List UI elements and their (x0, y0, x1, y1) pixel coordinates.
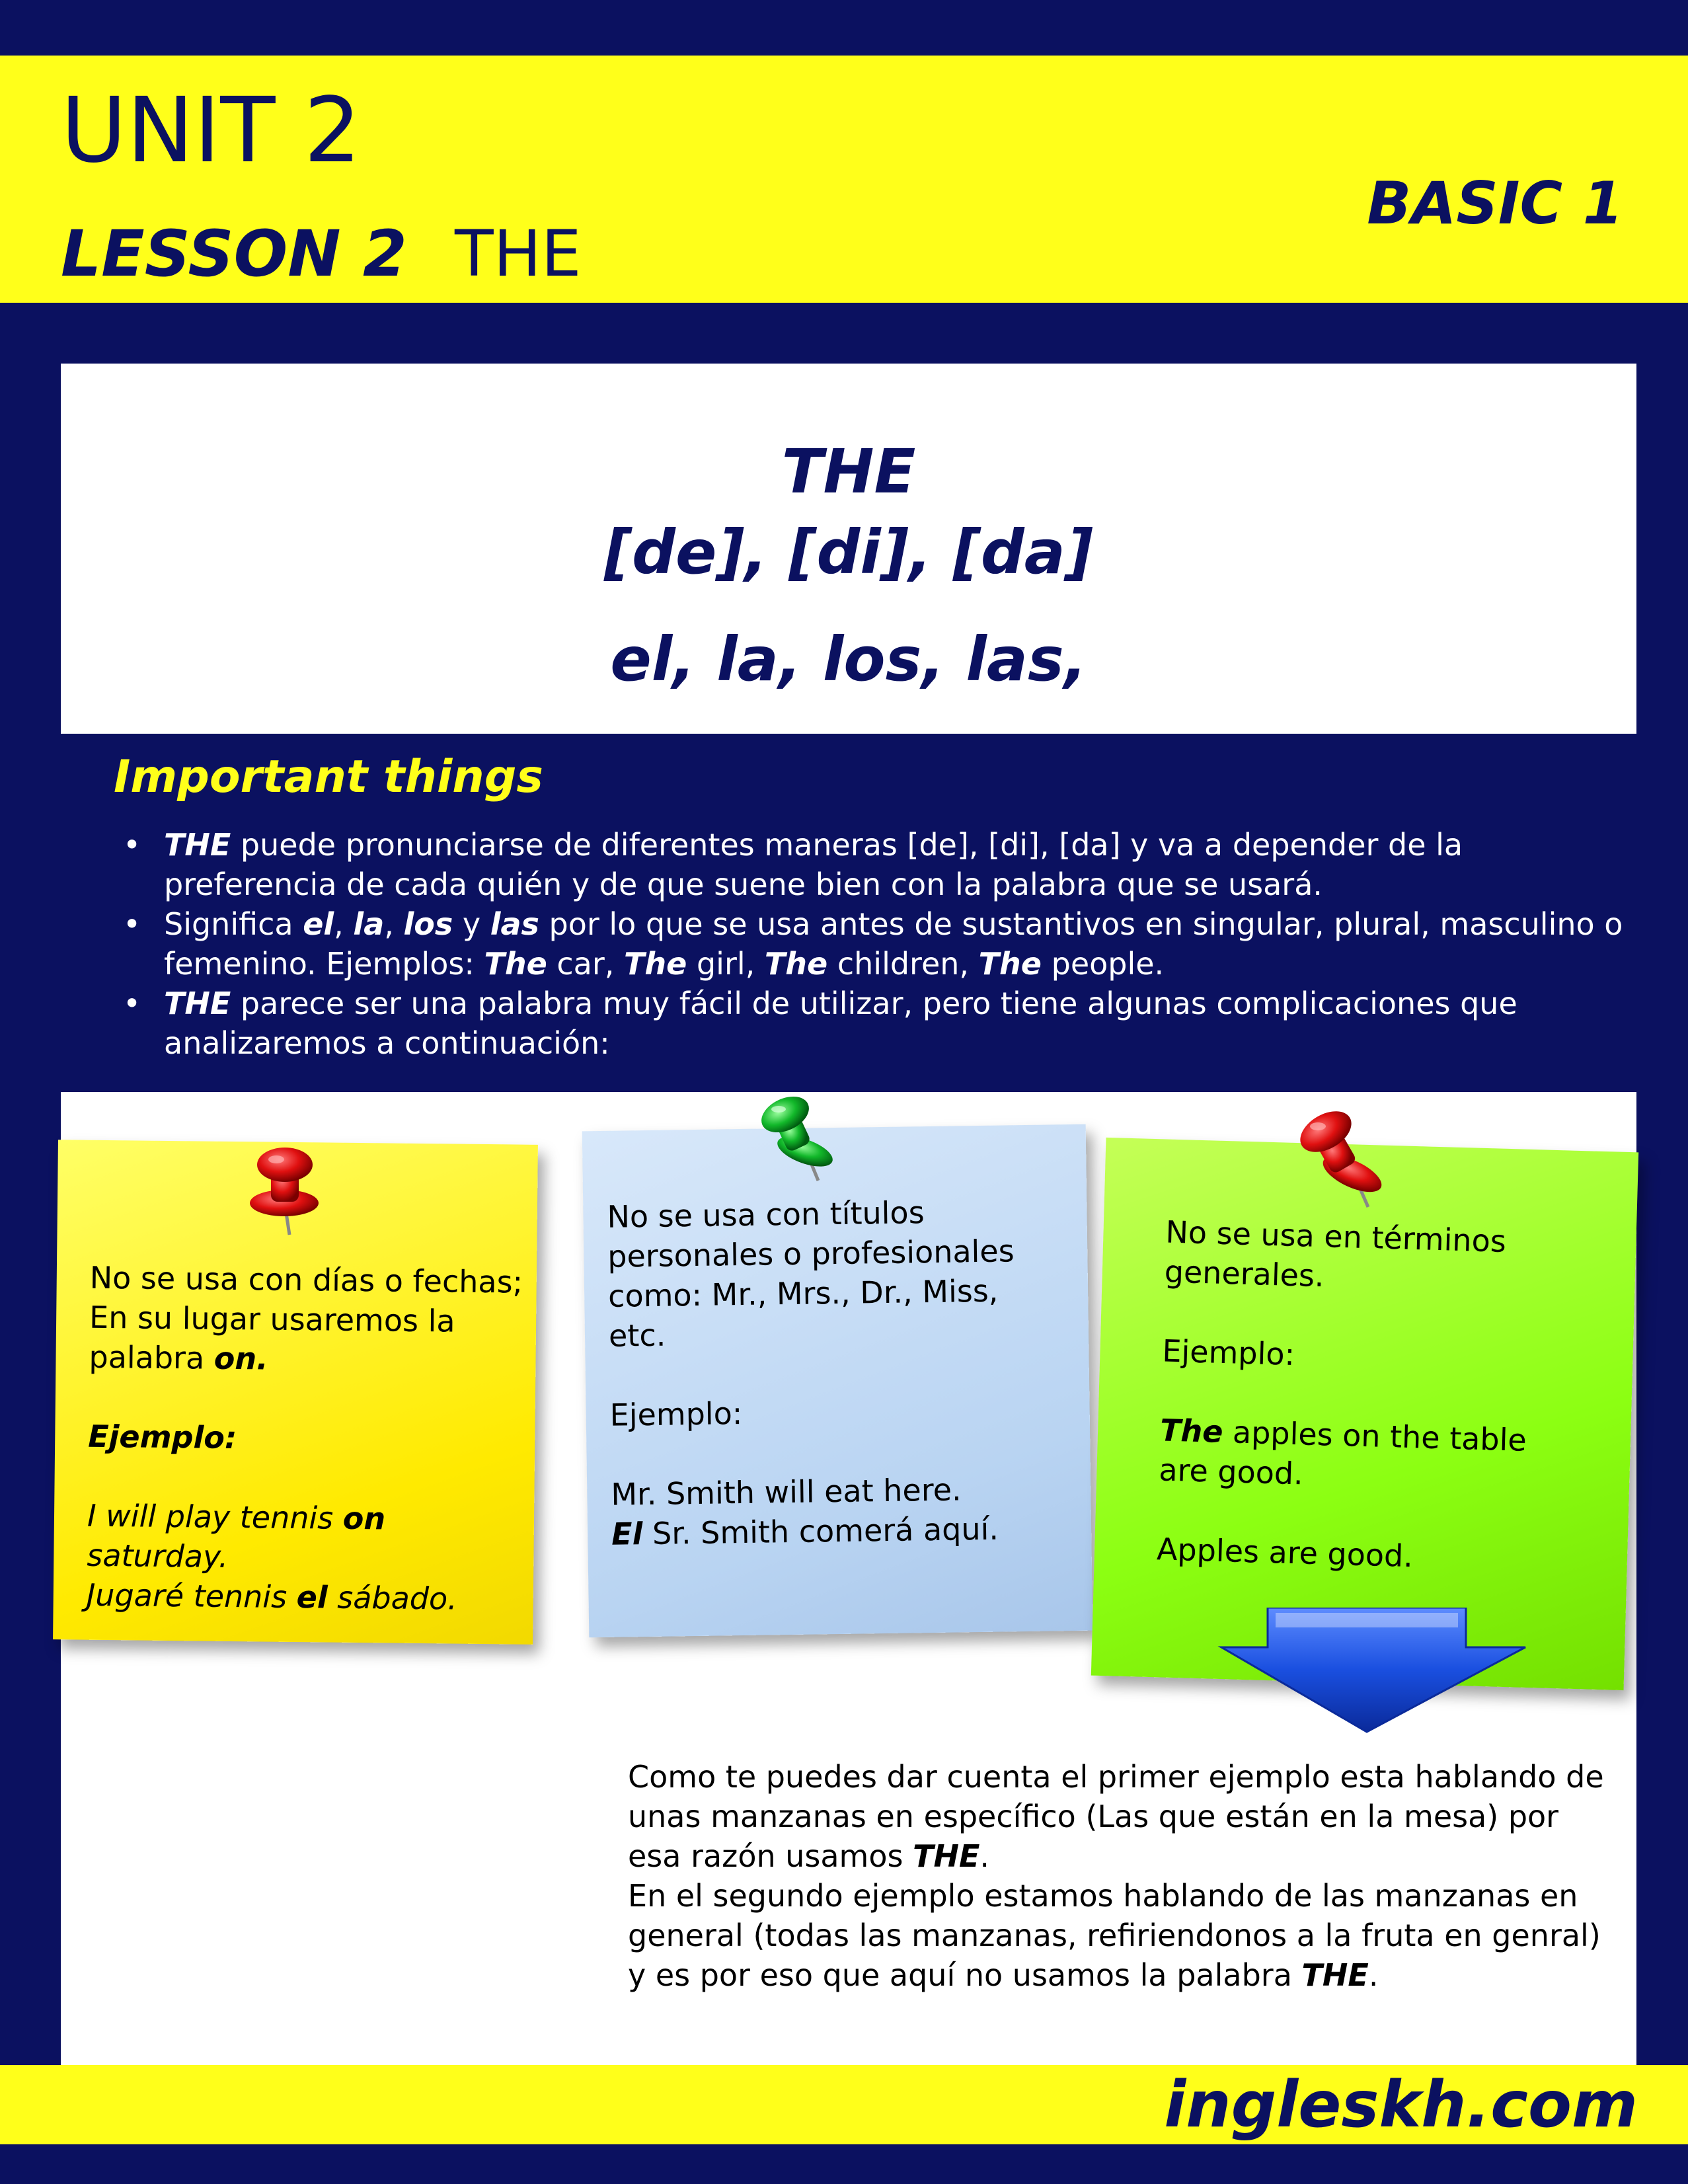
red-pushpin-icon (1286, 1103, 1392, 1215)
bullet-icon: • (123, 986, 141, 1021)
hero-word: THE (781, 436, 916, 507)
explanation-text (628, 1757, 1619, 1995)
lesson-label: LESSON 2 (61, 217, 407, 291)
list-item: • THE puede pronunciarse de diferentes maneras [de], [di], [da] y va a depender de la preferencia de cada quién y de que suene bien con la palabra que se usará. (123, 825, 1623, 904)
explanation-paragraph: Como te puedes dar cuenta el primer ejemplo esta hablando de unas manzanas en específico (Las que están en la mesa) por esa razón usamos THE. (628, 1759, 1604, 1874)
level-label: BASIC 1 (1367, 169, 1623, 237)
important-list (123, 825, 1623, 1063)
note-yellow-text: No se usa con días o fechas; En su lugar usaremos la palabra on. Ejemplo: I will play tennis on saturday. Jugaré tennis el sábado. (86, 1259, 523, 1617)
list-item: • Significa el, la, los y las por lo que se usa antes de sustantivos en singular, plural, masculino o femenino. Ejemplos: The car, The girl, The children, The people. (123, 904, 1623, 984)
hero-pronunciation: [de], [di], [da] (604, 517, 1093, 588)
lesson-topic: THE (455, 217, 582, 291)
hero-translation: el, la, los, las, (610, 624, 1087, 695)
site-url[interactable]: ingleskh.com (1164, 2068, 1638, 2142)
unit-title: UNIT 2 (61, 79, 362, 183)
list-item: • THE parece ser una palabra muy fácil de utilizar, pero tiene algunas complicaciones que analizaremos a continuación: (123, 984, 1623, 1063)
important-title: Important things (114, 751, 543, 803)
red-pushpin-icon (235, 1138, 334, 1237)
explanation-paragraph: En el segundo ejemplo estamos hablando de las manzanas en general (todas las manzanas, refiriendonos a la fruta en genral) y es por eso que aquí no usamos la palabra THE. (628, 1878, 1601, 1993)
bullet-icon: • (123, 906, 141, 942)
note-green-text: No se usa en términos generales. Ejemplo: The apples on the table are good. Apples are good. (1156, 1214, 1527, 1575)
note-blue-text: No se usa con títulos personales o profesionales como: Mr., Mrs., Dr., Miss, etc. Ejemplo: Mr. Smith will eat here. El Sr. Smith comerá aquí. (607, 1194, 1015, 1552)
down-arrow-icon (1215, 1608, 1545, 1733)
green-pushpin-icon (747, 1088, 846, 1187)
sticky-note-blue (582, 1124, 1093, 1638)
bullet-icon: • (123, 827, 141, 863)
hero-box (61, 364, 1636, 734)
